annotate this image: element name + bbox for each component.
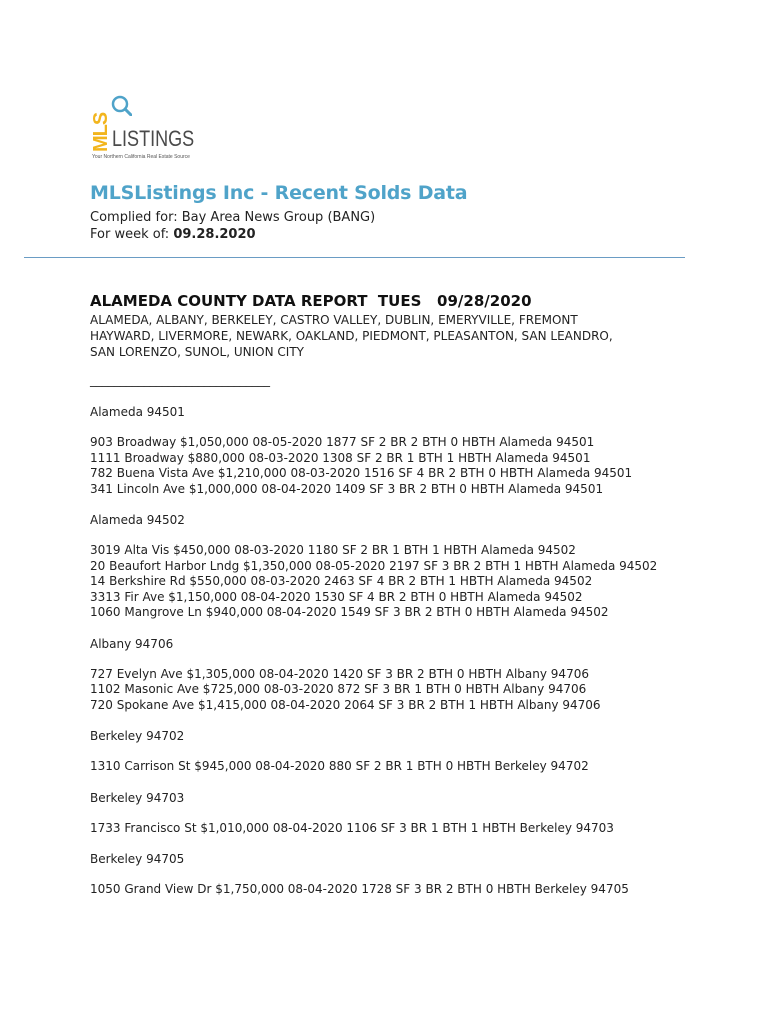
area-group [90, 404, 730, 512]
header-divider [24, 257, 685, 258]
sale-record: 1310 Carrison St $945,000 08-04-2020 880 SF 2 BR 1 BTH 0 HBTH Berkeley 94702 [90, 759, 589, 773]
county-report-title: ALAMEDA COUNTY DATA REPORT TUES 09/28/2020 [90, 292, 532, 310]
sale-record: 903 Broadway $1,050,000 08-05-2020 1877 SF 2 BR 2 BTH 0 HBTH Alameda 94501 [90, 435, 595, 449]
sale-record: 341 Lincoln Ave $1,000,000 08-04-2020 1409 SF 3 BR 2 BTH 0 HBTH Alameda 94501 [90, 481, 604, 496]
sale-record: 1050 Grand View Dr $1,750,000 08-04-2020 1728 SF 3 BR 2 BTH 0 HBTH Berkeley 94705 [90, 882, 629, 896]
area-heading: Berkeley 94703 [90, 790, 185, 805]
logo-listings-text: LISTINGS [112, 126, 195, 151]
area-heading: Alameda 94502 [90, 513, 185, 527]
sale-record: 14 Berkshire Rd $550,000 08-03-2020 2463 SF 4 BR 2 BTH 1 HBTH Alameda 94502 [90, 574, 593, 588]
city-list [90, 312, 650, 360]
sale-record: 1060 Mangrove Ln $940,000 08-04-2020 1549 SF 3 BR 2 BTH 0 HBTH Alameda 94502 [90, 605, 609, 619]
area-heading: Berkeley 94702 [90, 729, 185, 743]
area-heading: Alameda 94501 [90, 405, 185, 419]
sales-listing [90, 404, 730, 898]
week-of-value: 09.28.2020 [173, 227, 256, 242]
area-group [90, 851, 730, 898]
city-list-line: ALAMEDA, ALBANY, BERKELEY, CASTRO VALLEY, DUBLIN, EMERYVILLE, FREMONT [90, 313, 578, 327]
area-group [90, 728, 730, 790]
week-of-label: For week of: [90, 227, 170, 242]
area-heading: Albany 94706 [90, 636, 174, 651]
sale-record: 1102 Masonic Ave $725,000 08-03-2020 872 SF 3 BR 1 BTH 0 HBTH Albany 94706 [90, 682, 587, 696]
section-separator: ______________________________ [90, 373, 270, 387]
city-list-line: SAN LORENZO, SUNOL, UNION CITY [90, 345, 304, 359]
magnifier-icon [110, 94, 132, 116]
sale-record: 1733 Francisco St $1,010,000 08-04-2020 1106 SF 3 BR 1 BTH 1 HBTH Berkeley 94703 [90, 820, 614, 835]
sale-record: 1111 Broadway $880,000 08-03-2020 1308 SF 2 BR 1 BTH 1 HBTH Alameda 94501 [90, 450, 591, 465]
logo-mls-text: MLS [90, 112, 112, 152]
sale-record: 3019 Alta Vis $450,000 08-03-2020 1180 SF 2 BR 1 BTH 1 HBTH Alameda 94502 [90, 543, 576, 557]
report-header-title: MLSListings Inc - Recent Solds Data [90, 182, 468, 204]
sale-record: 3313 Fir Ave $1,150,000 08-04-2020 1530 SF 4 BR 2 BTH 0 HBTH Alameda 94502 [90, 589, 583, 604]
area-group [90, 512, 730, 636]
sale-record: 782 Buena Vista Ave $1,210,000 08-03-2020 1516 SF 4 BR 2 BTH 0 HBTH Alameda 94501 [90, 466, 633, 480]
logo-tagline: Your Northern California Real Estate Source [92, 154, 190, 160]
compiled-for-line: Complied for: Bay Area News Group (BANG) [90, 210, 376, 225]
mlslistings-logo [90, 92, 220, 164]
area-group [90, 636, 730, 729]
area-heading: Berkeley 94705 [90, 852, 185, 866]
area-group [90, 790, 730, 852]
sale-record: 720 Spokane Ave $1,415,000 08-04-2020 2064 SF 3 BR 2 BTH 1 HBTH Albany 94706 [90, 697, 601, 712]
sale-record: 727 Evelyn Ave $1,305,000 08-04-2020 1420 SF 3 BR 2 BTH 0 HBTH Albany 94706 [90, 666, 589, 681]
city-list-line: HAYWARD, LIVERMORE, NEWARK, OAKLAND, PIEDMONT, PLEASANTON, SAN LEANDRO, [90, 329, 613, 343]
sale-record: 20 Beaufort Harbor Lndg $1,350,000 08-05-2020 2197 SF 3 BR 2 BTH 1 HBTH Alameda 94502 [90, 558, 658, 573]
week-of-line [90, 227, 256, 242]
